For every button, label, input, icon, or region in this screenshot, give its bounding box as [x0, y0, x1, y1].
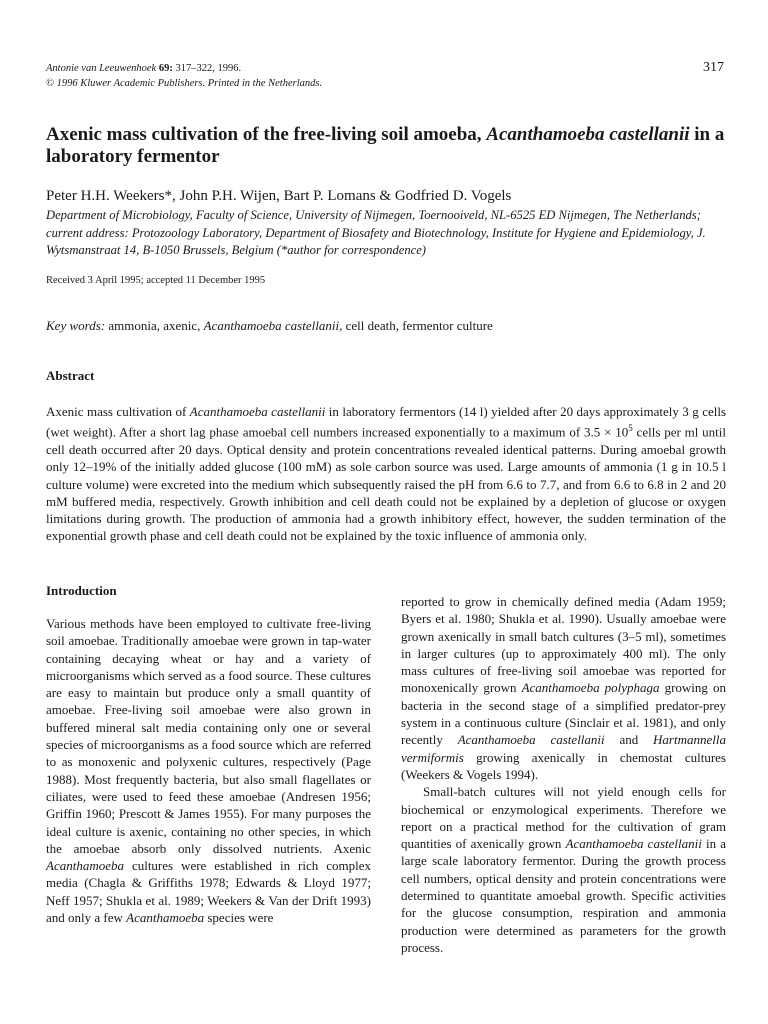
- abstract-body: [46, 403, 726, 545]
- intro-p2-text-b: in a large scale laboratory fermentor. During the growth process cell numbers, optical density and protein concentrations were determined to quantitate amoebal growth. Specific activities for the glucose consumption, respiration and ammonia production were determined as parameters for the growth process.: [401, 836, 726, 955]
- intro-left-italic-a: Acanthamoeba: [46, 858, 124, 874]
- intro-right-text-b: growing on bacteria in the second stage of a simplified predator-prey system in a continuous culture (Sinclair et al. 1981), and only recently: [401, 680, 726, 748]
- keywords: [46, 318, 726, 334]
- intro-paragraph: [46, 615, 371, 926]
- intro-right-text-d: growing axenically in chemostat cultures (Weekers & Vogels 1994).: [401, 749, 726, 782]
- intro-left-text-c: species were: [204, 910, 274, 926]
- intro-paragraph-2: [401, 783, 726, 956]
- intro-right-text-c: and: [604, 732, 654, 748]
- introduction-right-column: [401, 593, 726, 956]
- intro-left-italic-b: Acanthamoeba: [126, 910, 205, 926]
- intro-paragraph-continued: [401, 593, 726, 783]
- introduction-heading: Introduction: [46, 583, 117, 598]
- abstract-text-2: in laboratory fermentors (14 l) yielded after 20 days approximately 3 g cells (wet weight). After a short lag phase amoebal cell numbers increased exponentially to a maximum of 3.5 × 10: [46, 404, 727, 440]
- keywords-italic: Acanthamoeba castellanii: [203, 318, 340, 333]
- intro-right-italic-1: Acanthamoeba polyphaga: [521, 680, 660, 696]
- keywords-text-2: , cell death, fermentor culture: [339, 318, 493, 333]
- introduction-left-column: [46, 615, 371, 926]
- affiliation: Department of Microbiology, Faculty of Science, University of Nijmegen, Toernooiveld, NL-6525 ED Nijmegen, The Netherlands; current address: Protozoology Laboratory, Department of Biosafety and Biotechnology, Institute for Hygiene and Epidemiology, J. Wytsmanstraat 14, B-1050 Brussels, Belgium (*author for correspondence): [46, 208, 706, 257]
- intro-left-text-a: Various methods have been employed to cultivate free-living soil amoebae. Traditionally amoebae were grown in tap-water containing decaying wheat or hay and a variety of microorganisms which served as a food source. These cultures are easy to maintain but produce only a small quantity of amoebae. Free-living soil amoebae were also grown in buffered mineral salt media containing only one or several species of microorganisms as a food source which are referred to as monoxenic and polyxenic cultures, respectively (Page 1988). Most frequently bacteria, but also small flagellates or ciliates, were used to feed these amoebae (Andresen 1956; Griffin 1960; Prescott & James 1955). For many purposes the ideal culture is axenic, containing no other species, in which the amoebae absorb only dissolved nutrients. Axenic: [46, 616, 371, 856]
- author-list: Peter H.H. Weekers*, John P.H. Wijen, Bart P. Lomans & Godfried D. Vogels: [46, 188, 512, 204]
- abstract-heading: Abstract: [46, 368, 95, 383]
- journal-pages: 317–322, 1996.: [175, 63, 242, 74]
- abstract-text-1: Axenic mass cultivation of: [46, 404, 190, 419]
- intro-p2-text-a: Small-batch cultures will not yield enough cells for biochemical or enzymological experiments. Therefore we report on a practical method for the cultivation of gram quantities of axenically grown: [401, 784, 726, 852]
- keywords-text-1: ammonia, axenic,: [105, 318, 204, 333]
- received-date: Received 3 April 1995; accepted 11 December 1995: [46, 275, 266, 286]
- abstract-text-3: cells per ml until cell death occurred after 20 days. Optical density and protein concentrations revealed identical patterns. During amoebal growth only 12–19% of the initially added glucose (100 mM) as sole carbon source was used. Large amounts of ammonia (1 g in 10.5 l culture volume) were excreted into the medium which subsequently raised the pH from 6.6 to 7.7, and from 6.6 to 6.8 in 2 and 20 mM buffered media, respectively. Growth inhibition and cell death could not be explained by a depletion of glucose or oxygen limitations during growth. The production of ammonia had a growth inhibitory effect, however, the sudden termination of the exponential growth phase and cell death could not be explained by the toxic influence of ammonia only.: [46, 424, 727, 544]
- page-number: 317: [703, 60, 724, 75]
- paper-title: [46, 124, 726, 168]
- abstract-exponent: 5: [628, 423, 633, 434]
- intro-right-italic-2: Acanthamoeba castellanii: [457, 732, 605, 748]
- journal-citation: [46, 61, 546, 91]
- abstract-species: Acanthamoeba castellanii: [189, 404, 326, 419]
- intro-right-italic-3: Hartmannella vermiformis: [401, 732, 726, 765]
- title-plain: Axenic mass cultivation of the free-living soil amoeba,: [46, 124, 487, 145]
- title-italic: Acanthamoeba castellanii: [486, 124, 690, 145]
- title-tail: in a laboratory fermentor: [46, 124, 725, 167]
- intro-right-text-a: reported to grow in chemically defined media (Adam 1959; Byers et al. 1980; Shukla et al. 1990). Usually amoebae were grown axenically in small batch cultures (3–5 ml), sometimes in larger cultures (up to approximately 400 ml). The only mass cultures of free-living soil amoebae was reported for monoxenically grown: [401, 594, 726, 696]
- keywords-label: Key words:: [46, 318, 106, 333]
- intro-p2-italic: Acanthamoeba castellanii: [565, 836, 702, 852]
- copyright-line: © 1996 Kluwer Academic Publishers. Printed in the Netherlands.: [46, 78, 323, 89]
- journal-volume: 69:: [158, 63, 173, 74]
- intro-left-text-b: cultures were established in rich complex media (Chagla & Griffiths 1978; Edwards & Lloyd 1977; Neff 1957; Shukla et al. 1989; Weekers & Van der Drift 1993) and only a few: [46, 858, 371, 926]
- journal-name: Antonie van Leeuwenhoek: [46, 63, 157, 74]
